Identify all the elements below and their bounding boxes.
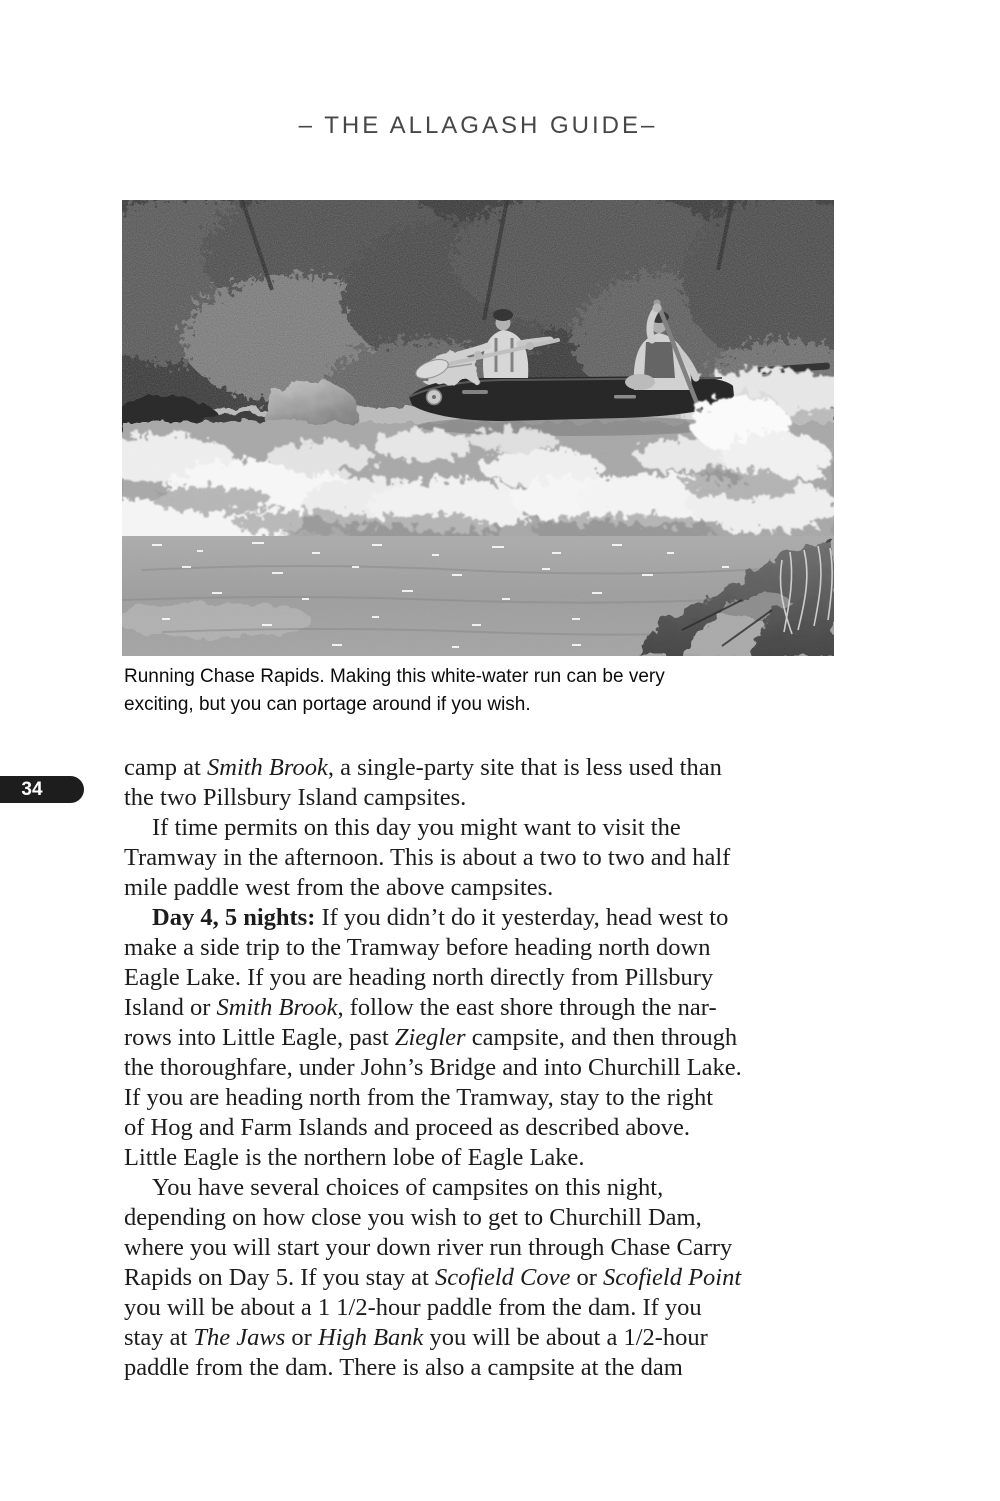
body-line: Tramway in the afternoon. This is about a two to two and half (124, 844, 731, 871)
rapids-photo (122, 200, 834, 656)
body-line: the two Pillsbury Island campsites. (124, 784, 467, 811)
body-line: make a side trip to the Tramway before heading north down (124, 934, 711, 961)
page-number: 34 (21, 778, 43, 800)
body-line: rows into Little Eagle, past Ziegler campsite, and then through (124, 1024, 738, 1051)
body-line: If time permits on this day you might want to visit the (152, 814, 681, 841)
body-text (124, 753, 742, 1383)
body-line: Island or Smith Brook, follow the east shore through the nar- (124, 994, 717, 1021)
caption-line-1: Running Chase Rapids. Making this white-water run can be very (124, 666, 665, 687)
body-line: of Hog and Farm Islands and proceed as described above. (124, 1114, 691, 1141)
body-line: Day 4, 5 nights: If you didn’t do it yesterday, head west to (152, 904, 729, 931)
body-line: camp at Smith Brook, a single-party site that is less used than (124, 754, 722, 781)
body-line: mile paddle west from the above campsites. (124, 874, 554, 901)
body-line: paddle from the dam. There is also a campsite at the dam (124, 1354, 683, 1381)
page-number-tab (0, 776, 84, 803)
body-line: You have several choices of campsites on this night, (152, 1174, 664, 1201)
body-line: you will be about a 1 1/2-hour paddle from the dam. If you (124, 1294, 702, 1321)
body-line: Little Eagle is the northern lobe of Eagle Lake. (124, 1144, 585, 1171)
body-line: stay at The Jaws or High Bank you will be about a 1/2-hour (124, 1324, 708, 1351)
body-line: the thoroughfare, under John’s Bridge and into Churchill Lake. (124, 1054, 742, 1081)
body-line: Eagle Lake. If you are heading north directly from Pillsbury (124, 964, 714, 991)
body-line: Rapids on Day 5. If you stay at Scofield Cove or Scofield Point (124, 1264, 742, 1291)
rapids-photo-graphic (122, 200, 834, 656)
photo-caption (124, 663, 665, 719)
caption-line-2: exciting, but you can portage around if you wish. (124, 694, 531, 715)
body-line: where you will start your down river run through Chase Carry (124, 1234, 733, 1261)
body-line: depending on how close you wish to get to Churchill Dam, (124, 1204, 702, 1231)
body-line: If you are heading north from the Tramway, stay to the right (124, 1084, 714, 1111)
page-header-title: – THE ALLAGASH GUIDE– (298, 112, 658, 139)
